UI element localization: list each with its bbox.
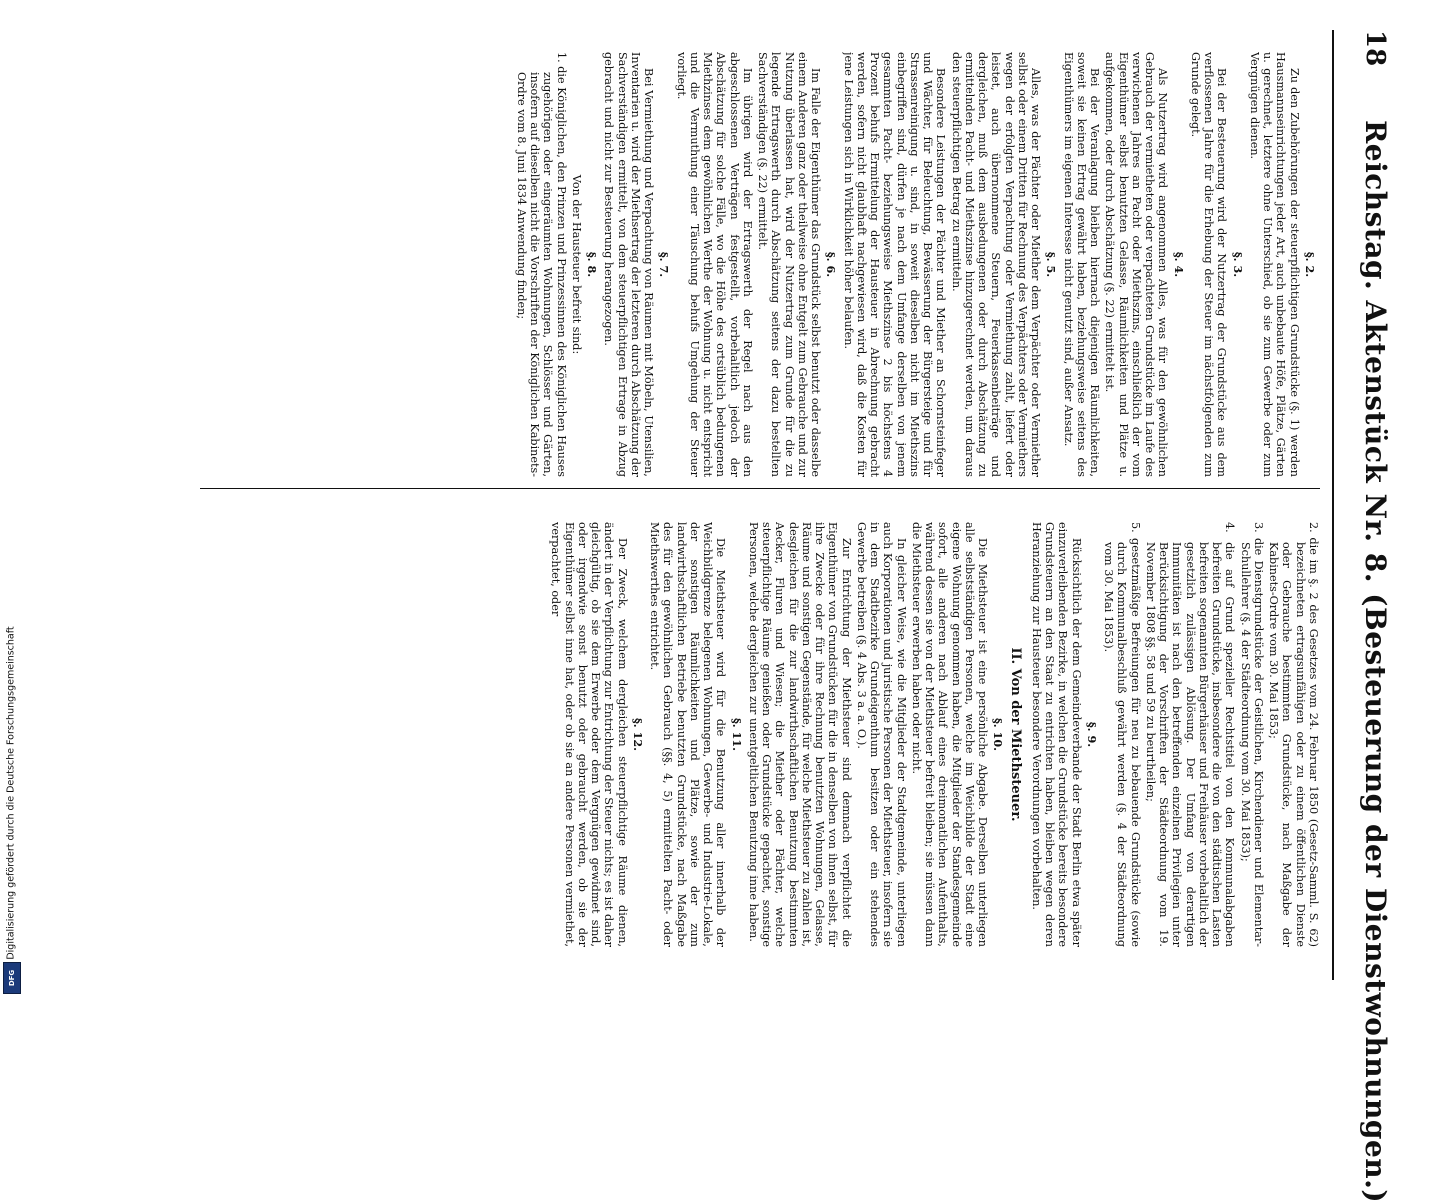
paragraph: Im Falle der Eigenthümer das Grundstück selbst benutzt oder dasselbe einem Anderen ganz oder theilweise ohne Entgelt zum Gebrauche und zur Nutzung überlassen hat, wird der Nutzertrag zum Grunde für die zu legende Ertragswerth durch Abschätzung seitens der dazu bestellten Sachverständigen (§. 22) ermittelt.: [756, 52, 823, 477]
paragraph: Bei der Veranlagung bleiben hiernach diejenigen Räumlichkeiten, soweit sie keinen Ertrag gewährt haben, beziehungsweise seitens des Eigenthümers im eigenen Interesse nicht genutzt sind, außer Ansatz.: [1061, 52, 1102, 477]
page-number: 18: [1360, 30, 1390, 67]
paragraph: Die Miethsteuer wird für die Benutzung aller innerhalb der Weichbildgrenze belegenen Wohnungen, Gewerbe- und Industrie-Lokale, der sonstigen Räumlichkeiten und Plätze, sowie der zum landwirthschaftlichen Betriebe benutzten Grundstücke, nach Maßgabe des für den gewöhnlichen Gebrauch (§§. 4, 5) ermittelten Pacht- oder Miethswerthes entrichtet.: [648, 522, 728, 947]
funding-note: Digitalisierung gefördert durch die Deutsche Forschungsgemeinschaft: [5, 626, 17, 960]
section-number: §. 11.: [729, 717, 744, 752]
dfg-logo: [3, 962, 21, 994]
paragraph: Bei Vermiethung und Verpachtung von Räumen mit Möbeln, Utensilien, Inventarien u. wird der Miethsertrag der letzteren durch Abschätzung der Sachverständigen ermittelt, von dem steuerpflichtigen Ertrage in Abzug gebracht und nicht zur Besteuerung herangezogen.: [602, 52, 656, 477]
section-number: §. 5.: [1044, 251, 1059, 278]
left-column: [200, 52, 1320, 477]
page-title: Reichstag. Aktenstück Nr. 8. (Besteuerung der Dienstwohnungen.): [1359, 120, 1392, 1203]
section-number: §. 9.: [1085, 721, 1099, 748]
section-number: §. 3.: [1230, 251, 1245, 278]
section-number: §. 2.: [1303, 251, 1317, 278]
header-rule: [1332, 30, 1334, 980]
section-number: §. 7.: [657, 251, 672, 278]
list-item: 2. die im §. 2 des Gesetzes vom 24. Februar 1850 (Gesetz-Samml. S. 62) bezeichneten ertragsunfähigen oder zu einem öffentlichen Dienste oder Gebrauche bestimmten Grundstücke, nach Maßgabe der Kabinets-Ordre vom 30. Mai 1853;: [1267, 522, 1320, 947]
paragraph: Alles, was der Pächter oder Miether dem Verpächter oder Vermiether selbst oder einem Dritten für Rechnung des Verpächters oder Vermiethers wegen der erfolgten Verpachtung oder Vermiethung zahlt, liefert oder leistet, auch übernommene Steuern, Feuerkassenbeiträge und dergleichen, muß dem ausbedungenen oder durch Abschätzung zu ermittelnden Pacht- und Miethszinse hinzugerechnet werden, um daraus den steuerpflichtigen Betrag zu ermitteln.: [949, 52, 1043, 477]
section-number: §. 6.: [824, 251, 839, 278]
paragraph: Die Miethsteuer ist eine persönliche Abgabe. Derselben unterliegen alle selbstständigen Personen, welche im Weichbilde der Stadt eine eigene Wohnung genommen haben, die Mitglieder der Standesgemeinde sofort, alle anderen nach Ablauf eines dreimonatlichen Aufenthalts, während dessen sie von der Miethsteuer befreit bleiben; sie müssen dann die Miethsteuer erwerben haben oder nicht.: [910, 522, 990, 947]
section-number: §. 12.: [631, 717, 645, 752]
section-heading: II. Von der Miethsteuer.: [1007, 647, 1023, 822]
section-number: §. 8.: [585, 251, 600, 278]
list-item: 1. die Königlichen, den Prinzen und Prinzessinnen des Königlichen Hauses zugehörigen oder eingeräumten Wohnungen, Schlösser und Gärten, insofern auf dieselben nicht die Vorschriften der Königlichen Kabinets-Ordre vom 8. Juni 1834 Anwendung finden;: [515, 52, 568, 477]
paragraph: Als Nutzertrag wird angenommen Alles, was für den gewöhnlichen Gebrauch der vermietheten oder verpachteten Grundstücke im Laufe des verwichenen Jahres an Pacht oder Miethszins, einschließlich der vom Eigenthümer selbst benutzten Gelasse, Räumlichkeiten und Plätze u. aufgekommen, oder durch Abschätzung (§. 22) ermittelt ist.: [1103, 52, 1170, 477]
page-header: [1344, 30, 1404, 1203]
centered-line: Von der Hausteuer befreit sind:: [570, 174, 583, 355]
paragraph: Der Zweck, welchem dergleichen steuerpflichtige Räume dienen, ändert in der Verpflichtung zur Entrichtung der Steuer nichts; es ist daher gleichgültig, ob sie dem Erwerbe oder dem Vergnügen gewidmet sind, oder irgendwie sonst benutzt oder gebraucht werden, ob sie der Eigenthümer selbst inne hat, oder ob sie an andere Personen vermiethet, verpachtet, oder: [549, 522, 629, 947]
list-item: 3. die Dienstgrundstücke der Geistlichen, Kirchendiener und Elementar-Schullehrer (§. 4 der Städteordnung vom 30. Mai 1853);: [1238, 522, 1265, 947]
paragraph: Besondere Leistungen der Pächter und Miether an Schornsteinfeger und Wächter, für Beleuchtung, Bewässerung der Bürgersteige und für Strassenreinigung u. sind, in soweit dieselben nicht im Miethszins einbegriffen sind, dürfen je nach dem Umfange derselben von jenem gesammten Pacht- beziehungsweise Miethszinse 2 bis höchstens 4 Prozent behufs Ermittelung der Hausteuer in Abrechnung gebracht werden, sofern nicht glaubhaft nachgewiesen wird, daß die Kosten für jene Leistungen sich in Wirklichkeit höher belaufen.: [841, 52, 948, 477]
list-item: 5. gesetzmäßige Befreiungen für neu zu bebauende Grundstücke (sowie durch Kommunalbeschluß gewährt werden (§. 4 der Städteordnung vom 30. Mai 1853).: [1102, 522, 1142, 947]
section-number: §. 4.: [1171, 251, 1186, 278]
paragraph: Rücksichtlich der dem Gemeindeverbande der Stadt Berlin etwa später einzuverleibenden Bezirke, in welchen die Grundstücke bereits besondere Grundsteuern an den Staat zu entrichten haben, bleiben wegen deren Heranziehung zur Hausteuer besondere Verordnungen vorbehalten.: [1030, 522, 1083, 947]
paragraph: In gleicher Weise, wie die Mitglieder der Stadtgemeinde, unterliegen auch Korporationen und juristische Personen der Miethsteuer, insofern sie in dem Stadtbezirke Grundeigenthum besitzen oder ein stehendes Gewerbe betreiben (§. 4 Abs. 3 a. a. O.).: [855, 522, 908, 947]
paragraph: Bei der Besteuerung wird der Nutzertrag der Grundstücke aus dem verflossenen Jahre für die Erhebung der Steuer im nächstfolgenden zum Grunde gelegt.: [1189, 52, 1229, 477]
dfg-logo-text: DFG: [8, 969, 16, 987]
section-number: §. 10.: [991, 717, 1006, 752]
paragraph: Im übrigen wird der Ertragswerth der Regel nach aus den abgeschlossenen Verträgen festgestellt, vorbehaltlich jedoch der Abschätzung für solche Fälle, wo die Höhe des ortsüblich bedungenen Miethzinses dem gewöhnlichen Werthe der Wohnung u. nicht entspricht und die Vermuthung einer Täuschung behufs Umgehung der Steuer vorliegt.: [674, 52, 754, 477]
paragraph: Zu den Zubehörungen der steuerpflichtigen Grundstücke (§. 1) werden Hausmannseinrichtungen jeder Art, auch unbebaute Höfe, Plätze, Gärten u. gerechnet, letztere ohne Unterschied, ob sie zum Gewerbe oder zum Vergnügen dienen.: [1248, 52, 1301, 477]
right-column: [200, 522, 1320, 947]
list-item: 4. die auf Grund spezieller Rechtstitel von den Kommunalabgaben befreiten Grundstücke, insbesondere die von den städtischen Lasten befreiten sogenannten Bürgerhäuser und Freihäuser vorbehaltlich der gesetzlich zulässigen Ablösung. Der Umfang von derartigen Immunitäten ist nach den betreffenden einzelnen Privilegien unter Berücksichtigung der Vorschriften der Städteordnung vom 19. November 1808 §§. 58 und 59 zu beurtheilen;: [1144, 522, 1237, 947]
column-divider: [200, 488, 1320, 489]
paragraph: Zur Entrichtung der Miethsteuer sind demnach verpflichtet die Eigenthümer von Grundstücken für die in denselben von ihnen selbst, für ihre Zwecke oder für ihre Rechnung benutzten Wohnungen, Gelasse, Räume und sonstigen Gegenstände, für welche Miethsteuer zu zahlen ist, desgleichen für die zur landwirthschaftlichen Benutzung bestimmten Aecker, Fluren und Wiesen; die Miether oder Pächter, welche steuerpflichtige Räume genießen oder Grundstücke gepachtet, sonstige Personen, welche dergleichen zur unentgeltlichen Benutzung inne haben.: [747, 522, 853, 947]
